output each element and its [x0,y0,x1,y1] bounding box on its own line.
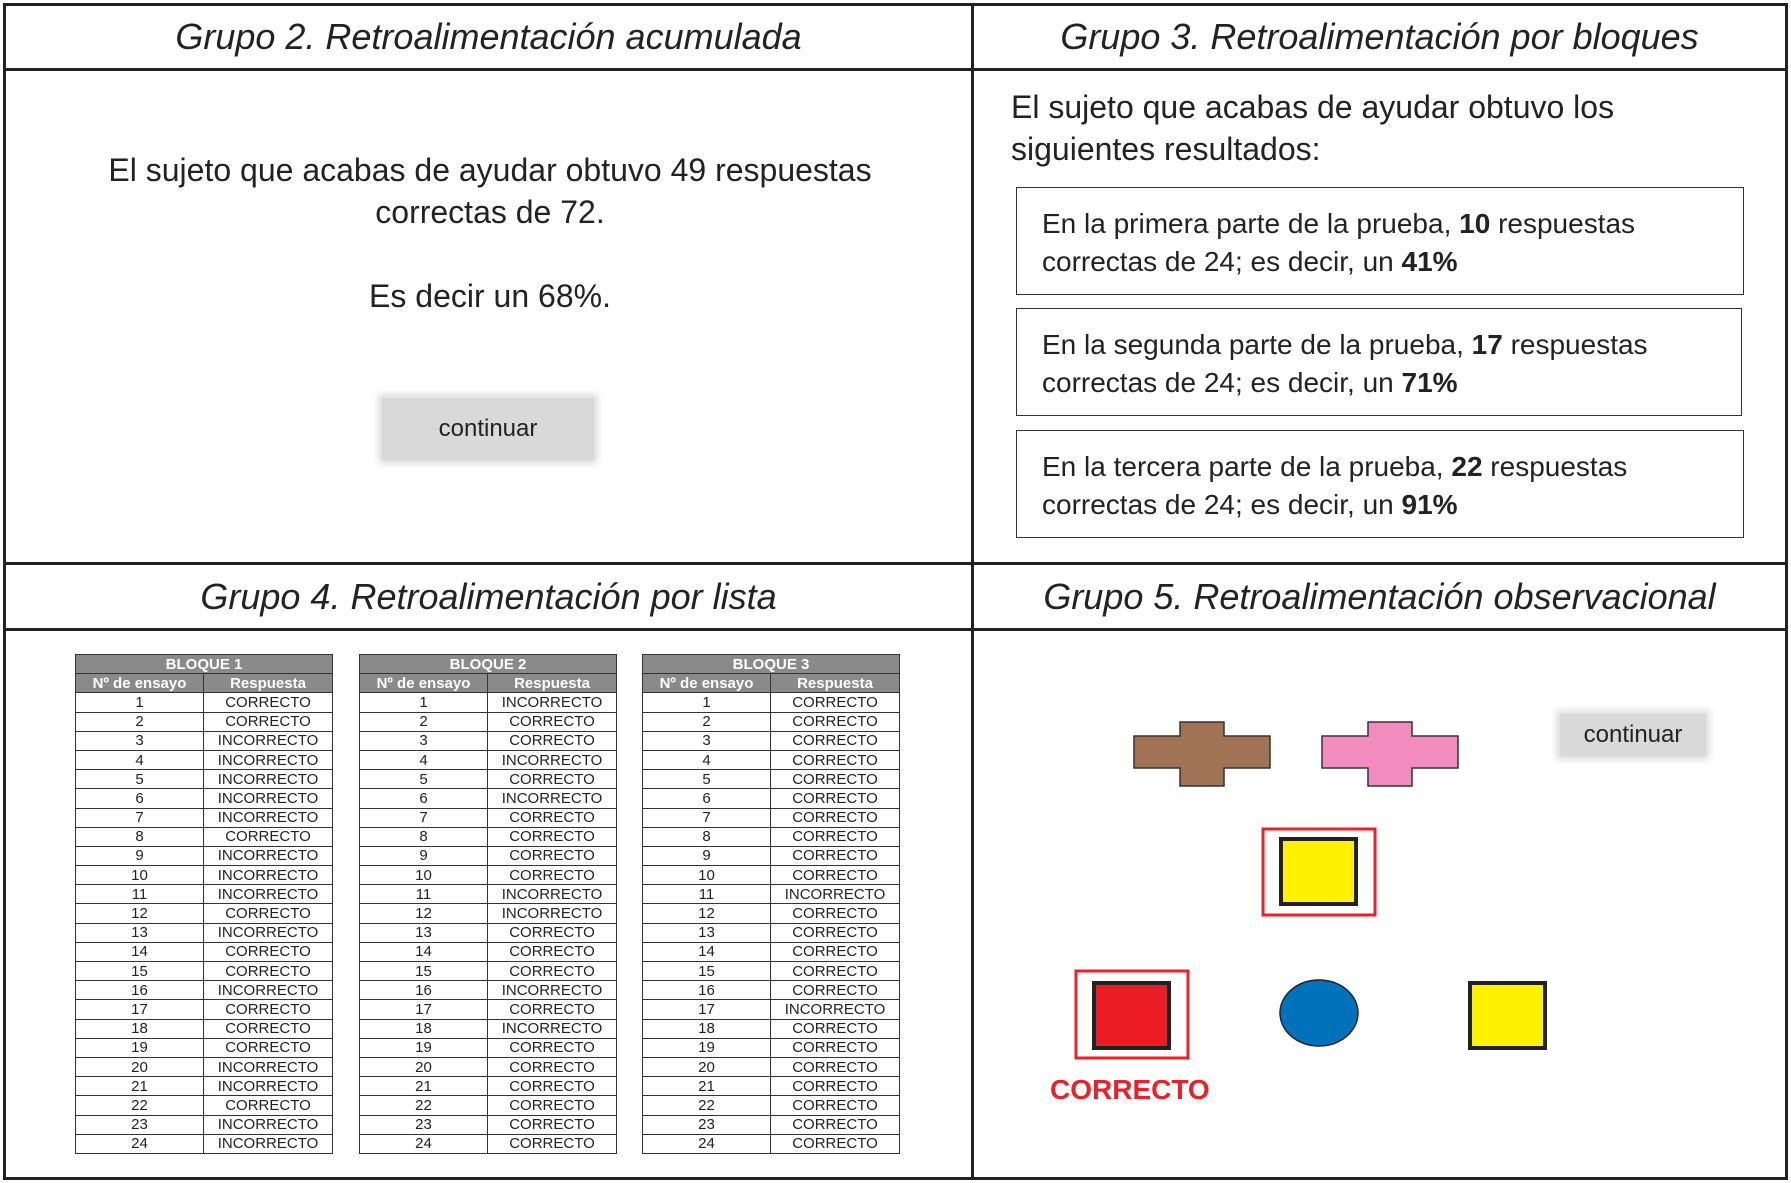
response-value: INCORRECTO [204,789,333,808]
divider-header-top [3,68,1788,71]
table-row [643,750,900,769]
response-value: INCORRECTO [204,981,333,1000]
trial-number: 20 [360,1057,488,1076]
trial-number: 18 [643,1019,771,1038]
trial-number: 15 [643,962,771,981]
table-row [360,1038,617,1057]
table-row [76,923,333,942]
table-row [360,808,617,827]
table-row [360,770,617,789]
trial-number: 17 [360,1000,488,1019]
trial-number: 24 [360,1134,488,1153]
trial-number: 12 [76,904,204,923]
column-header-trial: Nº de ensayo [643,674,771,693]
trial-number: 23 [360,1115,488,1134]
table-row [76,789,333,808]
panel-title-g2: Grupo 2. Retroalimentación acumulada [175,16,802,57]
trial-number: 12 [643,904,771,923]
trial-number: 4 [360,750,488,769]
table-row [360,981,617,1000]
blue-circle-choice-icon[interactable] [1280,980,1358,1046]
response-value: CORRECTO [204,1000,333,1019]
trial-number: 24 [643,1134,771,1153]
response-value: CORRECTO [488,808,617,827]
response-value: CORRECTO [771,1019,900,1038]
trial-number: 6 [76,789,204,808]
response-value: CORRECTO [488,1038,617,1057]
g3-block-text: En la primera parte de la prueba, [1042,208,1460,239]
table-row [643,731,900,750]
table-row [360,750,617,769]
response-value: CORRECTO [771,827,900,846]
response-value: CORRECTO [488,962,617,981]
trial-number: 12 [360,904,488,923]
table-row [76,1115,333,1134]
table-row [76,981,333,1000]
table-row [360,846,617,865]
response-value: CORRECTO [488,1000,617,1019]
response-value: CORRECTO [204,712,333,731]
table-block-title: BLOQUE 3 [643,655,900,674]
response-value: CORRECTO [488,1134,617,1153]
column-header-response: Respuesta [771,674,900,693]
brown-cross-icon[interactable] [1134,722,1270,786]
table-row [76,770,333,789]
table-row [643,827,900,846]
table-row [76,885,333,904]
g3-block-text: correctas de 24; es decir, un [1042,367,1402,398]
response-value: CORRECTO [771,904,900,923]
trial-number: 18 [76,1019,204,1038]
response-value: CORRECTO [771,1038,900,1057]
trial-number: 21 [76,1077,204,1096]
trial-number: 11 [643,885,771,904]
response-value: INCORRECTO [488,904,617,923]
response-value: INCORRECTO [771,885,900,904]
table-row [76,904,333,923]
response-value: CORRECTO [488,731,617,750]
g3-block-percent: 91% [1401,489,1458,520]
trial-number: 15 [76,962,204,981]
g2-percent-line: Es decir un 68%. [369,278,611,314]
table-row [643,789,900,808]
trial-number: 24 [76,1134,204,1153]
table-row [643,904,900,923]
table-row [643,1134,900,1153]
trial-number: 10 [360,866,488,885]
table-row [643,770,900,789]
g3-block-2 [1016,308,1742,416]
table-row [76,942,333,961]
table-row [76,750,333,769]
table-row [76,693,333,712]
column-header-response: Respuesta [488,674,617,693]
response-value: CORRECTO [488,1115,617,1134]
table-row [76,1057,333,1076]
response-value: INCORRECTO [204,750,333,769]
trial-number: 7 [643,808,771,827]
table-row [360,1115,617,1134]
trial-number: 5 [643,770,771,789]
trial-number: 22 [76,1096,204,1115]
trial-number: 20 [643,1057,771,1076]
table-row [76,1096,333,1115]
column-header-trial: Nº de ensayo [360,674,488,693]
trial-number: 13 [643,923,771,942]
trial-number: 8 [643,827,771,846]
g5-continue-button[interactable]: continuar [1560,714,1706,756]
table-row [360,962,617,981]
trial-number: 16 [643,981,771,1000]
response-value: INCORRECTO [488,981,617,1000]
response-value: CORRECTO [204,827,333,846]
response-value: INCORRECTO [204,808,333,827]
trial-number: 16 [76,981,204,1000]
table-row [76,866,333,885]
table-row [76,1134,333,1153]
response-value: CORRECTO [771,1057,900,1076]
table-row [76,846,333,865]
trial-number: 17 [643,1000,771,1019]
g3-intro-line-2: siguientes resultados: [1011,131,1321,167]
g3-block-text: correctas de 24; es decir, un [1042,489,1402,520]
table-row [643,981,900,1000]
table-row [360,1096,617,1115]
trial-number: 22 [360,1096,488,1115]
g3-block-text: En la segunda parte de la prueba, [1042,329,1472,360]
response-value: CORRECTO [488,923,617,942]
table-row [643,962,900,981]
response-value: CORRECTO [771,731,900,750]
trial-number: 21 [643,1077,771,1096]
results-table-block-3 [642,654,900,1154]
trial-number: 7 [360,808,488,827]
response-value: CORRECTO [771,846,900,865]
response-value: CORRECTO [488,942,617,961]
column-header-response: Respuesta [204,674,333,693]
table-row [360,1134,617,1153]
response-value: INCORRECTO [488,1019,617,1038]
trial-number: 11 [76,885,204,904]
table-row [643,1038,900,1057]
table-row [360,866,617,885]
trial-number: 2 [76,712,204,731]
response-value: INCORRECTO [488,693,617,712]
trial-number: 3 [643,731,771,750]
g2-continue-button[interactable]: continuar [382,398,594,460]
response-value: CORRECTO [771,866,900,885]
g3-block-percent: 71% [1401,367,1458,398]
table-block-title: BLOQUE 1 [76,655,333,674]
panel-title-g5: Grupo 5. Retroalimentación observacional [1043,575,1716,617]
trial-number: 13 [360,923,488,942]
table-row [76,731,333,750]
table-row [76,962,333,981]
table-row [360,1057,617,1076]
table-row [360,942,617,961]
table-row [643,1057,900,1076]
response-value: INCORRECTO [488,885,617,904]
trial-number: 15 [360,962,488,981]
g3-block-text: respuestas [1482,451,1628,482]
table-row [643,846,900,865]
trial-number: 14 [76,942,204,961]
trial-number: 16 [360,981,488,1000]
response-value: INCORRECTO [771,1000,900,1019]
trial-number: 1 [360,693,488,712]
response-value: INCORRECTO [204,731,333,750]
table-row [643,1096,900,1115]
response-value: CORRECTO [488,712,617,731]
response-value: CORRECTO [488,1096,617,1115]
response-value: CORRECTO [204,1038,333,1057]
trial-number: 3 [76,731,204,750]
table-row [643,1000,900,1019]
table-row [360,693,617,712]
response-value: CORRECTO [204,904,333,923]
trial-number: 19 [643,1038,771,1057]
response-value: CORRECTO [488,1057,617,1076]
response-value: INCORRECTO [204,1115,333,1134]
table-row [76,1019,333,1038]
trial-number: 2 [643,712,771,731]
trial-number: 21 [360,1077,488,1096]
trial-number: 10 [76,866,204,885]
response-value: CORRECTO [771,923,900,942]
response-value: CORRECTO [204,1019,333,1038]
response-value: CORRECTO [771,712,900,731]
trial-number: 23 [76,1115,204,1134]
table-row [643,942,900,961]
trial-number: 6 [643,789,771,808]
trial-number: 14 [643,942,771,961]
trial-number: 1 [643,693,771,712]
trial-number: 19 [360,1038,488,1057]
g2-result-line-1: El sujeto que acabas de ayudar obtuvo 49 respuestas [108,152,872,188]
g3-block-text: En la tercera parte de la prueba, [1042,451,1452,482]
table-row [643,1077,900,1096]
g3-intro [1011,86,1731,170]
table-row [360,885,617,904]
g3-block-percent: 41% [1401,246,1458,277]
trial-number: 8 [76,827,204,846]
response-value: INCORRECTO [204,1134,333,1153]
g3-block-text: respuestas [1490,208,1636,239]
response-value: INCORRECTO [204,885,333,904]
table-row [76,1077,333,1096]
response-value: CORRECTO [488,846,617,865]
trial-number: 3 [360,731,488,750]
trial-number: 2 [360,712,488,731]
response-value: CORRECTO [771,808,900,827]
trial-number: 6 [360,789,488,808]
g3-block-count: 10 [1459,208,1491,239]
response-value: CORRECTO [771,981,900,1000]
g3-block-count: 17 [1471,329,1503,360]
trial-number: 4 [76,750,204,769]
table-row [76,1000,333,1019]
response-value: CORRECTO [771,962,900,981]
table-row [76,827,333,846]
g3-block-text: correctas de 24; es decir, un [1042,246,1402,277]
panel-title-g4: Grupo 4. Retroalimentación por lista [200,575,777,617]
trial-number: 11 [360,885,488,904]
table-row [643,885,900,904]
table-row [360,712,617,731]
trial-number: 9 [360,846,488,865]
table-row [643,1019,900,1038]
table-row [360,1077,617,1096]
trial-number: 22 [643,1096,771,1115]
table-block-title: BLOQUE 2 [360,655,617,674]
table-row [360,904,617,923]
trial-number: 9 [76,846,204,865]
response-value: CORRECTO [488,770,617,789]
table-row [360,827,617,846]
table-row [643,923,900,942]
trial-number: 9 [643,846,771,865]
trial-number: 13 [76,923,204,942]
trial-number: 1 [76,693,204,712]
table-row [76,1038,333,1057]
trial-number: 19 [76,1038,204,1057]
response-value: INCORRECTO [204,866,333,885]
g3-block-1 [1016,187,1744,295]
table-row [643,1115,900,1134]
response-value: CORRECTO [771,1096,900,1115]
response-value: CORRECTO [771,942,900,961]
trial-number: 5 [76,770,204,789]
trial-number: 14 [360,942,488,961]
trial-number: 8 [360,827,488,846]
table-row [360,731,617,750]
column-header-trial: Nº de ensayo [76,674,204,693]
results-table-block-1 [75,654,333,1154]
response-value: INCORRECTO [488,789,617,808]
response-value: CORRECTO [771,1134,900,1153]
response-value: CORRECTO [771,1115,900,1134]
response-value: INCORRECTO [488,750,617,769]
trial-number: 4 [643,750,771,769]
response-value: CORRECTO [204,693,333,712]
g3-intro-line-1: El sujeto que acabas de ayudar obtuvo los [1011,89,1615,125]
response-value: INCORRECTO [204,1057,333,1076]
trial-number: 20 [76,1057,204,1076]
g3-block-text: respuestas [1502,329,1648,360]
response-value: CORRECTO [771,789,900,808]
trial-number: 18 [360,1019,488,1038]
response-value: CORRECTO [204,1096,333,1115]
trial-number: 17 [76,1000,204,1019]
g2-result-line-2: correctas de 72. [375,194,605,230]
red-square-choice-icon[interactable] [1094,983,1169,1048]
response-value: CORRECTO [771,1077,900,1096]
response-value: INCORRECTO [204,923,333,942]
table-row [76,808,333,827]
pink-cross-icon[interactable] [1322,722,1458,786]
response-value: CORRECTO [488,866,617,885]
trial-number: 10 [643,866,771,885]
response-value: CORRECTO [204,962,333,981]
results-table-block-2 [359,654,617,1154]
response-value: CORRECTO [771,750,900,769]
response-value: CORRECTO [771,770,900,789]
response-value: INCORRECTO [204,1077,333,1096]
table-row [643,808,900,827]
yellow-square-sample-icon [1281,839,1356,904]
response-value: CORRECTO [488,1077,617,1096]
table-row [76,712,333,731]
trial-number: 7 [76,808,204,827]
response-value: CORRECTO [204,942,333,961]
yellow-square-choice-icon[interactable] [1470,983,1545,1048]
table-row [643,712,900,731]
response-value: CORRECTO [488,827,617,846]
feedback-correct-label: CORRECTO [1050,1074,1210,1105]
table-row [360,1019,617,1038]
response-value: INCORRECTO [204,846,333,865]
table-row [643,693,900,712]
table-row [360,923,617,942]
g3-block-3 [1016,430,1744,538]
table-row [360,789,617,808]
g3-block-count: 22 [1451,451,1483,482]
response-value: INCORRECTO [204,770,333,789]
trial-number: 23 [643,1115,771,1134]
trial-number: 5 [360,770,488,789]
table-row [643,866,900,885]
table-row [360,1000,617,1019]
response-value: CORRECTO [771,693,900,712]
panel-title-g3: Grupo 3. Retroalimentación por bloques [1060,16,1699,57]
